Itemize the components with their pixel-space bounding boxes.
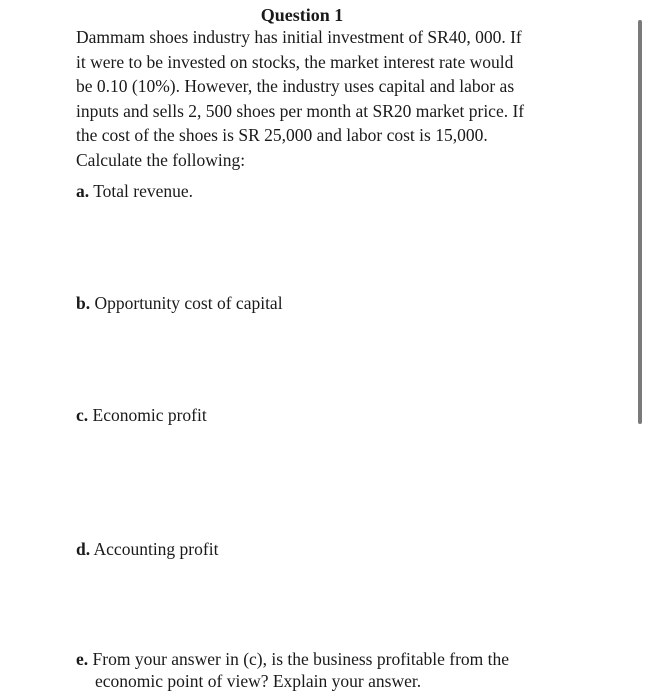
item-c-economic-profit	[76, 404, 576, 426]
prompt-line: Calculate the following:	[76, 149, 246, 170]
prompt-line: it were to be invested on stocks, the market interest rate would	[76, 51, 514, 72]
question-title: Question 1	[260, 5, 344, 25]
vertical-scrollbar[interactable]	[638, 20, 642, 424]
prompt-line: Dammam shoes industry has initial investment of SR40, 000. If	[76, 27, 522, 47]
prompt-line: inputs and sells 2, 500 shoes per month at SR20 market price. If	[76, 100, 525, 121]
item-e-text-line1: From your answer in (c), is the business profitable from the	[92, 649, 510, 669]
item-e-text-line2: economic point of view? Explain your answer.	[95, 671, 422, 691]
item-a-total-revenue	[76, 180, 576, 202]
item-c-letter: c.	[76, 405, 89, 425]
item-e-letter: e.	[76, 649, 89, 669]
item-e-profitability-question	[76, 648, 576, 692]
item-a-text: Total revenue.	[93, 181, 194, 201]
item-a-letter: a.	[76, 181, 90, 201]
prompt-line: be 0.10 (10%). However, the industry uses capital and labor as	[76, 76, 515, 96]
item-d-letter: d.	[76, 539, 91, 559]
question-prompt	[76, 25, 566, 172]
item-c-text: Economic profit	[92, 405, 207, 425]
prompt-line: the cost of the shoes is SR 25,000 and labor cost is 15,000.	[76, 125, 488, 145]
item-d-text: Accounting profit	[93, 539, 219, 559]
item-d-accounting-profit	[76, 538, 576, 560]
item-b-text: Opportunity cost of capital	[94, 293, 283, 313]
item-b-opportunity-cost	[76, 292, 576, 314]
item-b-letter: b.	[76, 293, 91, 313]
